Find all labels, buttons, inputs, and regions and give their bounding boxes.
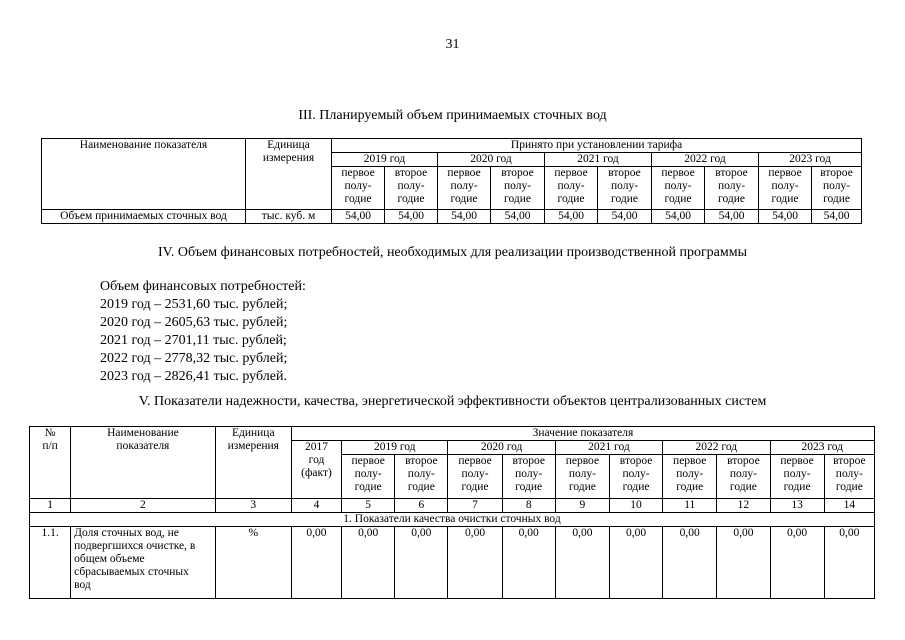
header-first-half: первое полу- годие [438,167,491,210]
financial-needs-line: 2023 год – 2826,41 тыс. рублей. [100,369,287,384]
header-second-half: второе полу- годие [717,455,770,499]
table-row [42,210,862,224]
header-second-half: второе полу- годие [598,167,652,210]
header-second-half: второе полу- годие [609,455,662,499]
header-number: № п/п [30,427,71,499]
row-value: 54,00 [438,210,491,224]
column-number-row [30,499,875,513]
column-number: 1 [30,499,71,513]
row-value: 54,00 [385,210,438,224]
row-value: 0,00 [342,527,395,599]
row-unit: тыс. куб. м [246,210,332,224]
header-second-half: второе полу- годие [705,167,759,210]
header-first-half: первое полу- годие [759,167,812,210]
header-indicator-name: Наименование показателя [42,139,246,210]
header-unit: Единица измерения [215,427,291,499]
header-year: 2022 год [652,153,759,167]
column-number: 6 [395,499,448,513]
column-number: 2 [71,499,216,513]
header-first-half: первое полу- годие [332,167,385,210]
section-5-title: V. Показатели надежности, качества, энергетической эффективности объектов централизованных систем [138,394,767,409]
header-second-half: второе полу- годие [395,455,448,499]
financial-needs-line: 2022 год – 2778,32 тыс. рублей; [100,351,288,366]
row-value: 0,00 [502,527,555,599]
row-value: 0,00 [609,527,662,599]
row-indicator-name: Объем принимаемых сточных вод [42,210,246,224]
row-unit: % [215,527,291,599]
row-value: 54,00 [759,210,812,224]
column-number: 12 [717,499,770,513]
header-year: 2020 год [448,441,555,455]
row-value: 54,00 [491,210,545,224]
header-year: 2023 год [770,441,875,455]
row-value: 54,00 [812,210,862,224]
reliability-indicators-table [29,426,875,599]
row-value: 54,00 [332,210,385,224]
header-year: 2023 год [759,153,862,167]
header-year: 2019 год [332,153,438,167]
financial-needs-block [100,278,306,386]
header-indicator-value: Значение показателя [291,427,874,441]
header-second-half: второе полу- годие [385,167,438,210]
header-first-half: первое полу- годие [770,455,824,499]
header-second-half: второе полу- годие [502,455,555,499]
header-first-half: первое полу- годие [663,455,717,499]
section-4-title: IV. Объем финансовых потребностей, необходимых для реализации производственной программы [157,245,748,260]
header-year: 2019 год [342,441,448,455]
row-value: 54,00 [705,210,759,224]
row-value: 54,00 [652,210,705,224]
row-value: 0,00 [291,527,341,599]
header-second-half: второе полу- годие [491,167,545,210]
column-number: 3 [215,499,291,513]
row-value: 54,00 [545,210,598,224]
column-number: 13 [770,499,824,513]
column-number: 11 [663,499,717,513]
financial-needs-intro: Объем финансовых потребностей: [100,279,306,294]
column-number: 4 [291,499,341,513]
header-year: 2022 год [663,441,770,455]
row-value: 0,00 [824,527,874,599]
header-year: 2021 год [555,441,662,455]
header-year: 2021 год [545,153,652,167]
financial-needs-line: 2019 год – 2531,60 тыс. рублей; [100,297,288,312]
header-first-half: первое полу- годие [555,455,609,499]
group-title: 1. Показатели качества очистки сточных вод [30,513,875,527]
header-first-half: первое полу- годие [545,167,598,210]
header-second-half: второе полу- годие [812,167,862,210]
row-value: 0,00 [663,527,717,599]
row-indicator-name: Доля сточных вод, не подвергшихся очистке, в общем объеме сбрасываемых сточных вод [71,527,216,599]
column-number: 14 [824,499,874,513]
header-first-half: первое полу- годие [448,455,502,499]
row-value: 0,00 [770,527,824,599]
row-value: 0,00 [555,527,609,599]
column-number: 9 [555,499,609,513]
row-value: 0,00 [395,527,448,599]
financial-needs-line: 2021 год – 2701,11 тыс. рублей; [100,333,287,348]
financial-needs-line: 2020 год – 2605,63 тыс. рублей; [100,315,288,330]
header-indicator-name: Наименование показателя [71,427,216,499]
header-unit: Единица измерения [246,139,332,210]
header-second-half: второе полу- годие [824,455,874,499]
row-value: 0,00 [448,527,502,599]
header-first-half: первое полу- годие [652,167,705,210]
table-row [30,527,875,599]
page-number: 31 [445,37,460,52]
row-value: 54,00 [598,210,652,224]
row-value: 0,00 [717,527,770,599]
header-2017-fact: 2017 год (факт) [291,441,341,499]
header-accepted-tariff: Принято при установлении тарифа [332,139,862,153]
column-number: 7 [448,499,502,513]
wastewater-volume-table [41,138,862,224]
section-3-title: III. Планируемый объем принимаемых сточных вод [298,108,607,123]
header-first-half: первое полу- годие [342,455,395,499]
column-number: 8 [502,499,555,513]
column-number: 5 [342,499,395,513]
row-number: 1.1. [30,527,71,599]
header-year: 2020 год [438,153,545,167]
column-number: 10 [609,499,662,513]
